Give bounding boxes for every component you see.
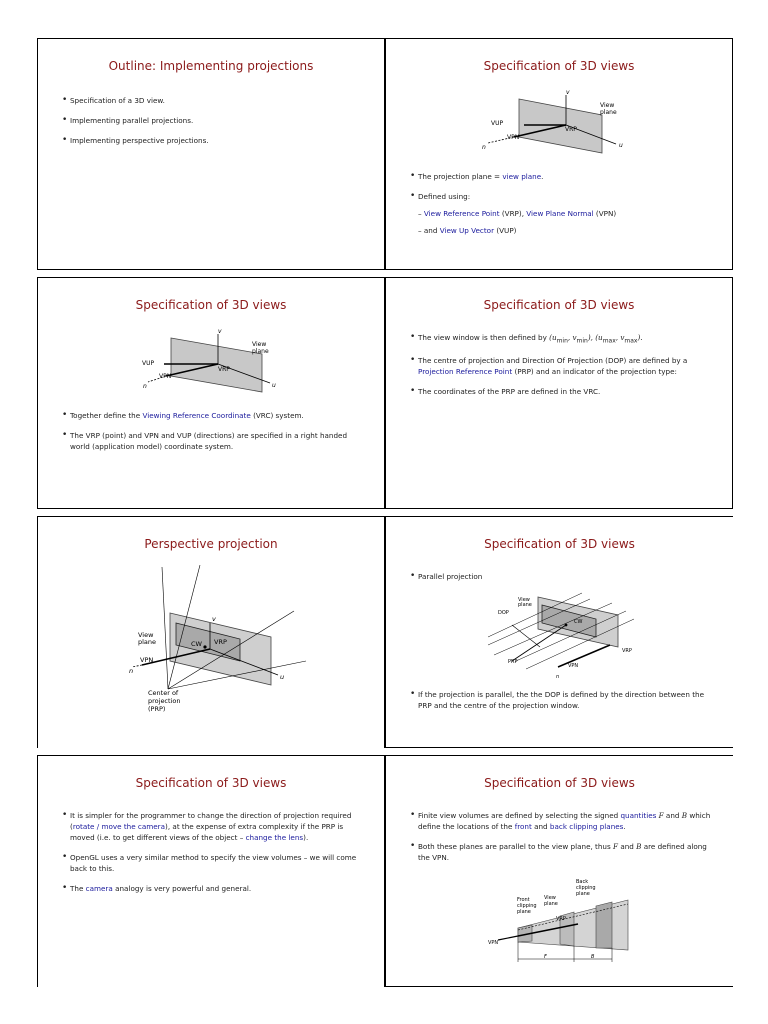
bullet-item: • Parallel projection	[418, 571, 711, 582]
slide-3d-views-parallel	[385, 516, 733, 748]
parallel-projection-diagram	[486, 589, 656, 679]
cw-label: CW	[191, 640, 202, 648]
view-plane-diagram	[474, 89, 644, 155]
u-label: u	[280, 673, 285, 681]
n-label: n	[143, 383, 147, 390]
v-label: v	[566, 89, 570, 96]
plane-label: plane	[544, 901, 558, 907]
v-label: v	[212, 615, 216, 623]
vrp-label: VRP	[622, 648, 632, 654]
link-vrc: Viewing Reference Coordinate	[142, 411, 251, 420]
bullet-item: • Defined using: – View Reference Point (VRP), View Plane Normal (VPN) – and View Up Vector (VUP)	[418, 191, 710, 236]
bullet-item: • OpenGL uses a very similar method to specify the view volumes – we will come back to this.	[70, 852, 362, 874]
slide-title: Specification of 3D views	[484, 776, 635, 790]
vup-label: VUP	[491, 120, 504, 127]
front-label: Front	[517, 897, 530, 903]
prp-label: PRP	[508, 659, 518, 665]
slide-3d-views-camera	[37, 755, 385, 987]
slide-3d-views-3	[385, 277, 733, 509]
bullet-item: • The coordinates of the PRP are defined in the VRC.	[418, 386, 710, 397]
clipping-planes-diagram	[488, 878, 638, 978]
bullet-item: • The view window is then defined by ($u_{min}$, $v_{min}$), ($u_{max}$, $v_{max}$).	[418, 332, 710, 346]
bullet-list	[70, 410, 362, 461]
bullet-item: • Together define the Viewing Reference Coordinate (VRC) system.	[70, 410, 362, 421]
vrp-label: VRP	[556, 916, 566, 922]
bullet-list	[418, 171, 710, 245]
vpn-label: VPN	[507, 134, 520, 141]
plane-label: plane	[600, 109, 617, 116]
n-label: n	[556, 674, 560, 679]
clipping-label: clipping	[576, 885, 596, 891]
bullet-item: • Both these planes are parallel to the view plane, thus F and B are defined along the VPN.	[418, 841, 711, 863]
sub-bullet-item: – and View Up Vector (VUP)	[418, 226, 517, 235]
plane-label: plane	[252, 348, 269, 355]
bullet-item: • Implementing perspective projections.	[70, 135, 362, 146]
slide-title: Specification of 3D views	[483, 59, 635, 73]
link-prp: Projection Reference Point	[418, 367, 513, 377]
view-label: View	[600, 102, 615, 109]
vup-label: VUP	[142, 360, 155, 367]
vrp-label: VRP	[565, 126, 577, 133]
plane-label: plane	[138, 638, 157, 646]
dop-label: DOP	[498, 610, 509, 616]
bullet-item: • Finite view volumes are defined by selecting the signed quantities F and B which define the locations of the front and back clipping planes.	[418, 810, 711, 832]
view-label: View	[252, 341, 267, 348]
view-plane-diagram	[138, 328, 308, 394]
back-label: Back	[576, 879, 589, 885]
f-label: F	[544, 954, 547, 960]
slide-3d-views-clipping	[385, 755, 733, 987]
slide-title: Perspective projection	[144, 537, 278, 551]
bullet-list	[418, 689, 711, 720]
slide-perspective-projection	[37, 516, 385, 748]
v-label: v	[218, 328, 222, 335]
bullet-list	[418, 332, 710, 406]
clipping-label: clipping	[517, 903, 537, 909]
bullet-item: • The VRP (point) and VPN and VUP (directions) are specified in a right handed world (application model) coordinate system.	[70, 430, 362, 452]
perspective-diagram	[128, 565, 338, 715]
bullet-item: • The centre of projection and Direction Of Projection (DOP) are defined by a Projection Reference Point (PRP) and an indicator of the projection type:	[418, 355, 710, 377]
bullet-item: • Implementing parallel projections.	[70, 115, 362, 126]
b-label: B	[591, 954, 595, 960]
u-label: u	[272, 382, 276, 389]
vpn-label: VPN	[159, 373, 172, 380]
bullet-item: • The projection plane = view plane.	[418, 171, 710, 182]
bullet-list	[70, 95, 362, 155]
slide-title: Specification of 3D views	[135, 298, 287, 312]
bullet-list	[418, 810, 711, 872]
slide-3d-views-1	[385, 38, 733, 270]
slide-3d-views-2	[37, 277, 385, 509]
plane-label: plane	[518, 602, 532, 608]
vpn-label: VPN	[488, 940, 499, 946]
bullet-list	[70, 810, 362, 903]
bullet-item: • It is simpler for the programmer to change the direction of projection required (rotate / move the camera), at the expense of extra complexity if the PRP is moved (i.e. to get different views of the object – change the lens).	[70, 810, 362, 843]
prp-label: (PRP)	[148, 705, 166, 713]
slide-outline	[37, 38, 385, 270]
slide-title: Specification of 3D views	[484, 537, 635, 551]
vrp-label: VRP	[218, 366, 230, 373]
link-view-plane: view plane	[502, 172, 542, 181]
vpn-label: VPN	[568, 663, 579, 669]
view-label: View	[138, 631, 154, 639]
slide-title: Specification of 3D views	[483, 298, 635, 312]
plane-label: plane	[576, 891, 590, 897]
view-label: View	[518, 597, 530, 603]
view-label: View	[544, 895, 556, 901]
vrp-label: VRP	[214, 638, 227, 646]
bullet-item: • If the projection is parallel, the the DOP is defined by the direction between the PRP and the centre of the projection window.	[418, 689, 711, 711]
center-label: Center of	[148, 689, 179, 697]
n-label: n	[129, 667, 134, 675]
cw-label: CW	[574, 619, 583, 625]
plane-label: plane	[517, 909, 531, 915]
u-label: u	[619, 142, 623, 149]
sub-bullet-item: – View Reference Point (VRP), View Plane Normal (VPN)	[418, 209, 617, 218]
link-rotate-camera: rotate / move the camera	[72, 822, 166, 831]
bullet-item: • The camera analogy is very powerful and general.	[70, 883, 362, 894]
vpn-label: VPN	[140, 656, 154, 664]
slide-title: Specification of 3D views	[135, 776, 287, 790]
n-label: n	[482, 144, 486, 151]
bullet-item: • Specification of a 3D view.	[70, 95, 362, 106]
slide-title: Outline: Implementing projections	[108, 59, 314, 73]
projection-label: projection	[148, 697, 181, 705]
link-camera: camera	[85, 884, 113, 893]
bullet-list	[418, 571, 711, 591]
link-change-lens: change the lens	[245, 833, 304, 842]
